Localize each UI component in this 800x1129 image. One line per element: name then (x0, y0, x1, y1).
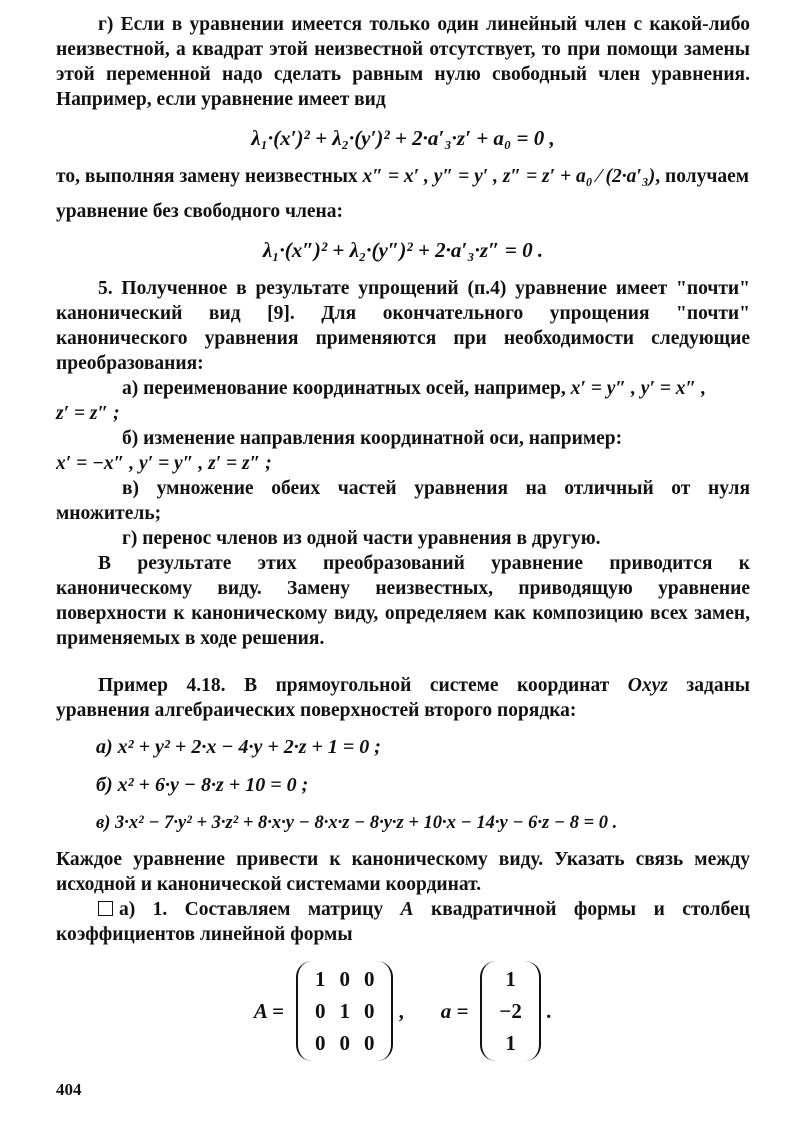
vector-a (480, 961, 540, 1061)
matrix-display (56, 961, 750, 1061)
matrix-text-start: а) 1. Составляем матрицу (119, 899, 384, 920)
matrix-A-symbol: A (400, 899, 414, 920)
formula-1: λ₁·(x′)² + λ₂·(y′)² + 2·a′₃·z′ + a₀ = 0 , (251, 126, 555, 150)
paragraph-g: г) Если в уравнении имеется только один линейный член с какой-либо неизвестной, а квадрат этой неизвестной отсутствует, то при помощи замены этой переменной надо сделать равным нулю свободный член уравнения. Например, если уравнение имеет вид (56, 14, 750, 110)
matrix-comma: , (399, 998, 405, 1023)
item-b-formula: x′ = −x″ , y′ = y″ , z′ = z″ ; (56, 453, 272, 474)
item-a-text: а) переименование координатных осей, например, (122, 378, 566, 399)
paragraph-result: В результате этих преобразований уравнение приводится к каноническому виду. Замену неизвестных, приводящую уравнение поверхности к каноническому виду, определяем как композицию всех замен, применяемых в ходе решения. (56, 553, 750, 649)
item-a-formula: x′ = y″ , y′ = x″ , (570, 378, 707, 399)
matrix-A-cell: 0 (363, 1030, 375, 1055)
example-text-2: заданы уравнения алгебраических поверхностей второго порядка: (56, 675, 751, 721)
substitution-formula: x″ = x′ , y″ = y′ , z″ = z′ + a₀ ⁄ (2·a′₃) (362, 166, 656, 187)
example-oxyz: Oxyz (627, 675, 668, 696)
vector-a-label: a = (440, 998, 469, 1023)
matrix-A-cell: 0 (363, 998, 375, 1023)
equation-a: а) x² + y² + 2·x − 4·y + 2·z + 1 = 0 ; (96, 736, 381, 758)
page-number: 404 (56, 1080, 82, 1099)
matrix-period: . (546, 998, 553, 1023)
matrix-A-cell: 1 (339, 998, 350, 1023)
paragraph-substitution (56, 164, 750, 189)
matrix-A-cell: 0 (363, 966, 375, 991)
example-title: Пример 4.18. (98, 675, 226, 696)
vector-a-cell: −2 (499, 998, 522, 1023)
solution-box-icon (98, 901, 113, 916)
item-a (56, 376, 750, 401)
substitution-end: , получаем (655, 166, 750, 187)
formula-2: λ₁·(x″)² + λ₂·(y″)² + 2·a′₃·z″ = 0 . (262, 238, 544, 262)
matrix-text-end: квадратичной формы и столбец коэффициентов линейной формы (56, 899, 750, 945)
vector-a-cell: 1 (505, 1030, 516, 1055)
matrix-A (296, 961, 394, 1061)
item-a-tail: z′ = z″ ; (56, 403, 120, 424)
substitution-text: то, выполняя замену неизвестных (56, 166, 358, 187)
equation-b: б) x² + 6·y − 8·z + 10 = 0 ; (96, 774, 309, 796)
matrix-A-cell: 0 (314, 998, 326, 1023)
matrix-A-cell: 1 (314, 966, 326, 991)
paragraph-task: Каждое уравнение привести к каноническому виду. Указать связь между исходной и канонической системами координат. (56, 849, 750, 895)
item-v: в) умножение обеих частей уравнения на отличный от нуля множитель; (56, 478, 750, 524)
matrix-A-cell: 0 (314, 1030, 326, 1055)
matrix-A-cell: 0 (339, 966, 350, 991)
equation-v: в) 3·x² − 7·y² + 3·z² + 8·x·y − 8·x·z − 8·y·z + 10·x − 14·y − 6·z − 8 = 0 . (96, 813, 618, 833)
item-g: г) перенос членов из одной части уравнения в другую. (122, 528, 601, 549)
vector-a-cell: 1 (505, 966, 516, 991)
example-paragraph (56, 673, 750, 723)
matrix-A-label: A = (253, 998, 284, 1023)
item-b: б) изменение направления координатной оси, например: (122, 428, 623, 449)
paragraph-no-free-term: уравнение без свободного члена: (56, 201, 344, 222)
paragraph-matrix (56, 897, 750, 947)
example-text-1: В прямоугольной системе координат (244, 675, 610, 696)
paragraph-5: 5. Полученное в результате упрощений (п.4) уравнение имеет "почти" канонический вид [9]. Для окончательного упрощения "почти" канонического уравнения применяются при необходимости следующие преобразования: (56, 278, 750, 374)
matrix-A-cell: 0 (339, 1030, 350, 1055)
